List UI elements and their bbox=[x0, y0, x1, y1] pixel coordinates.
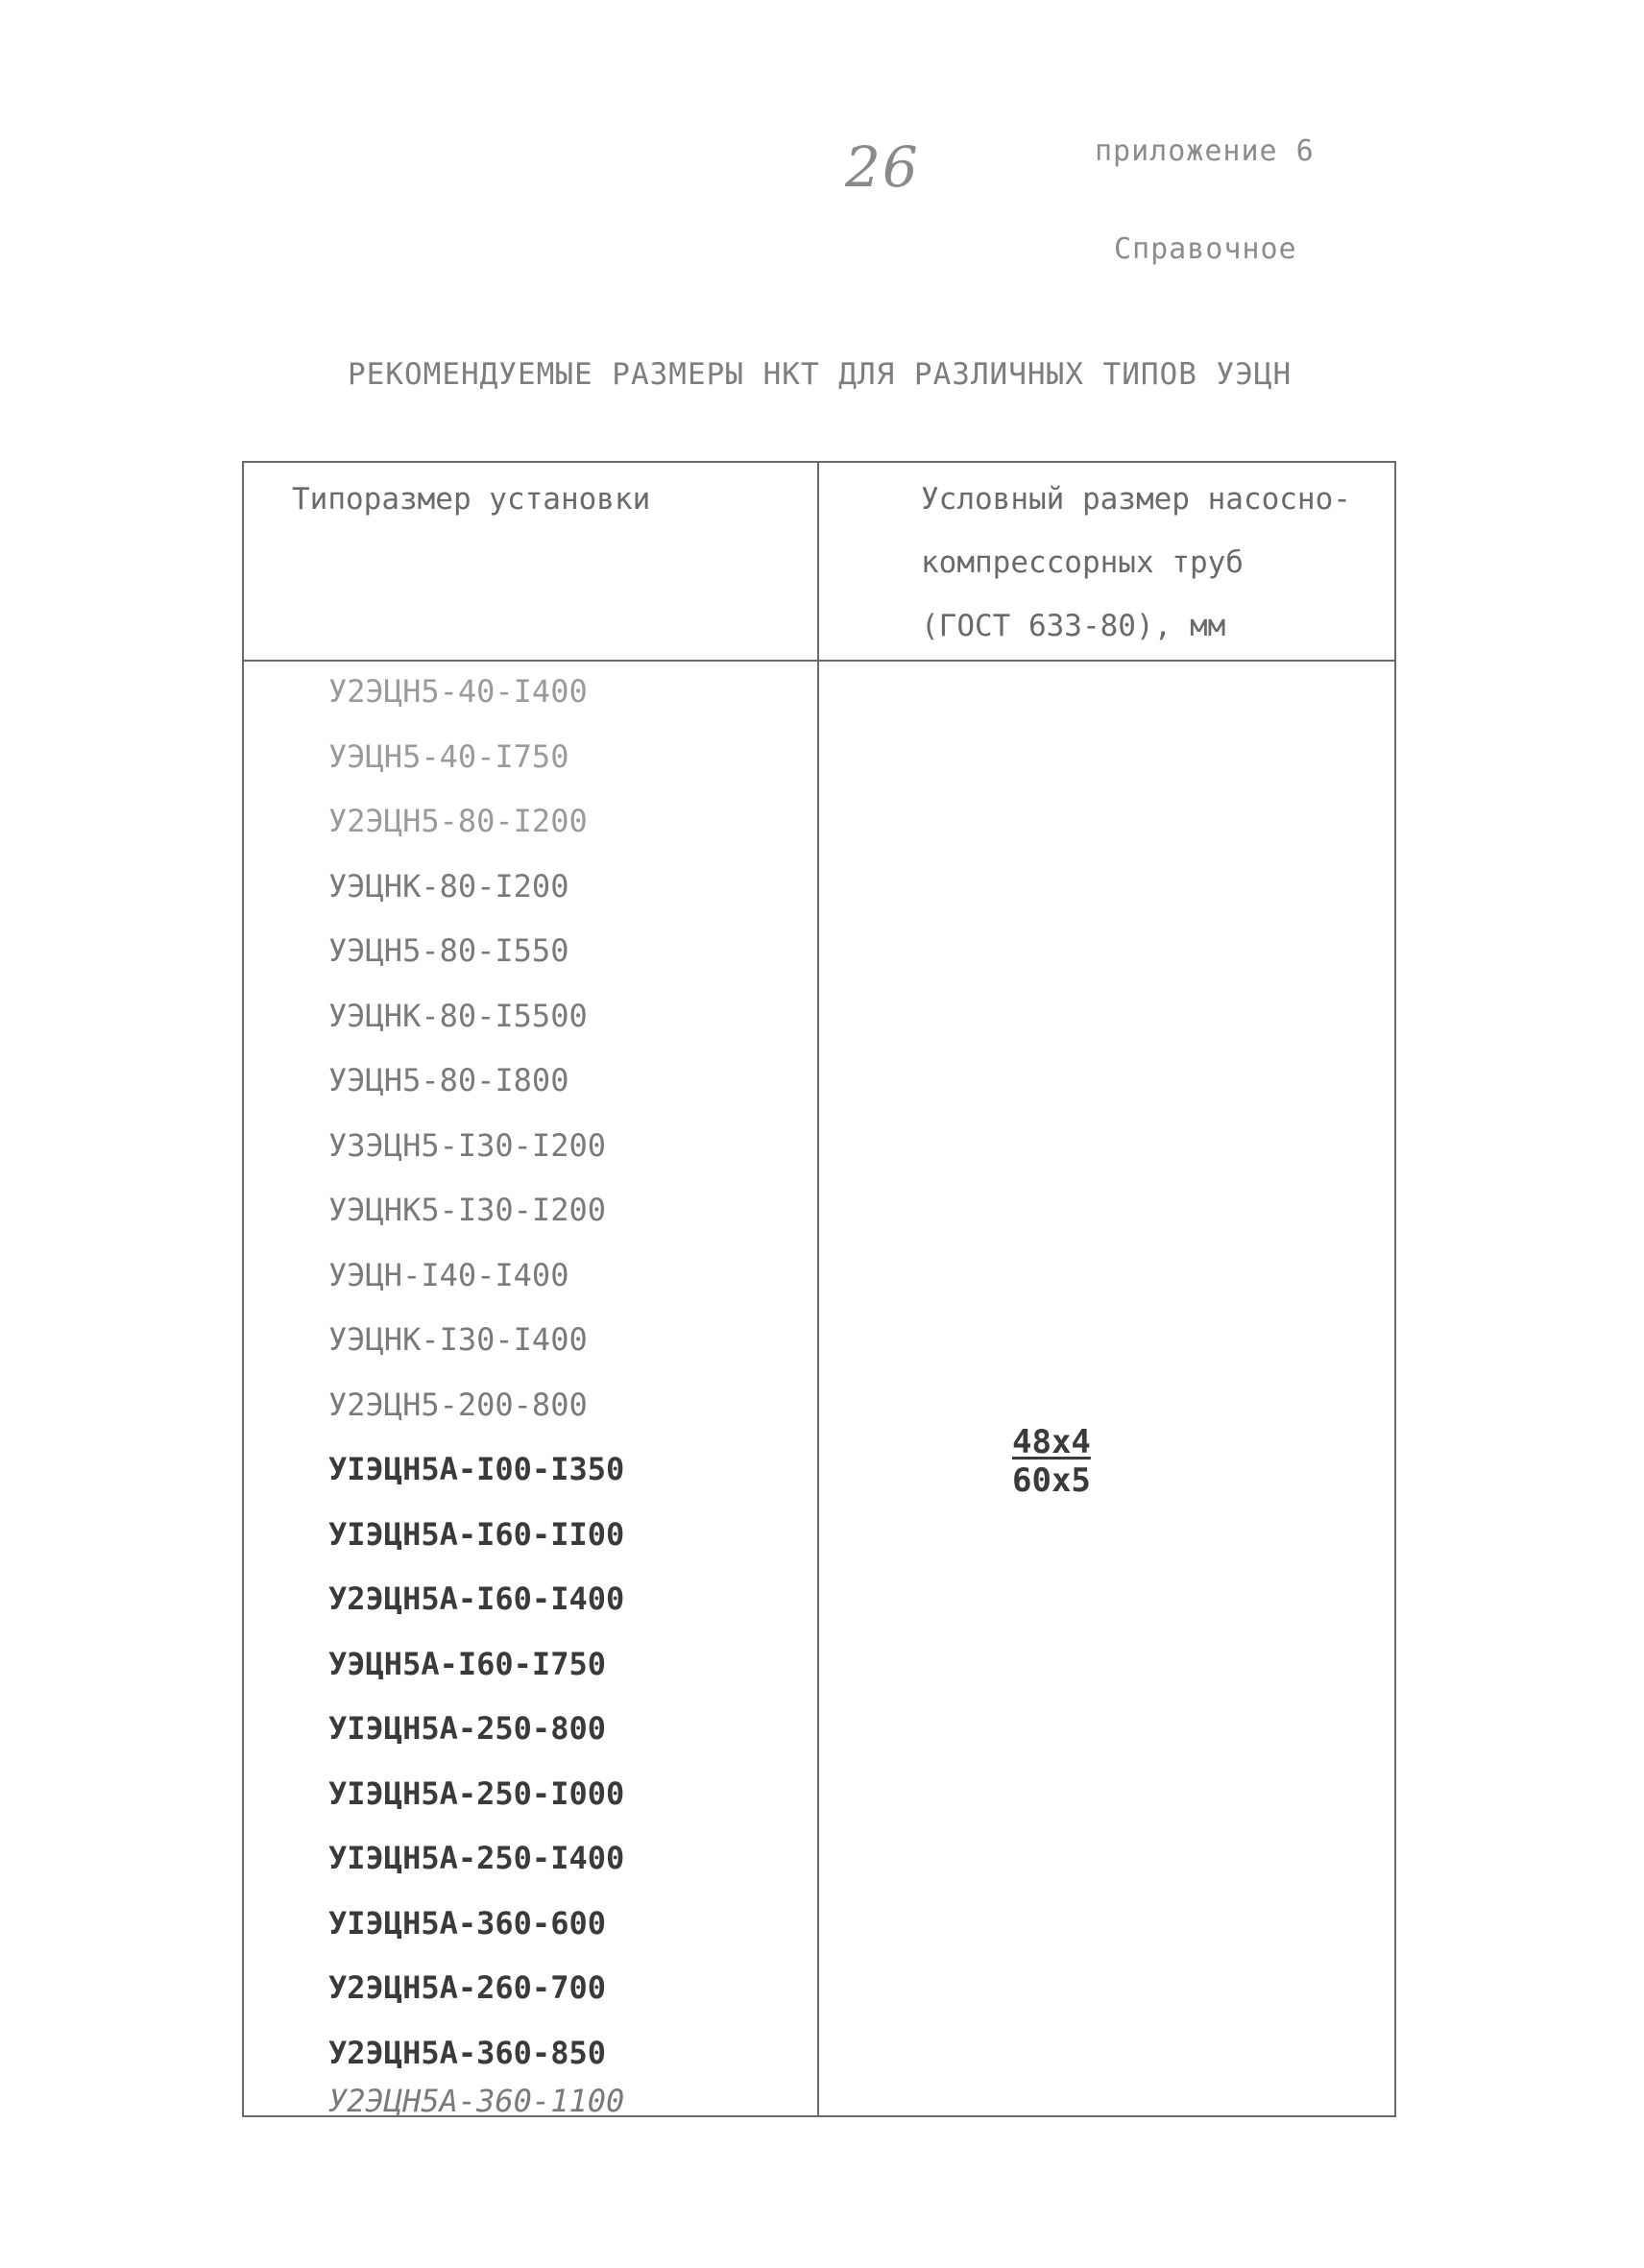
table-row: УЭЦН5А-I60-I750 bbox=[328, 1645, 606, 1682]
table-row: УIЭЦН5А-I00-I350 bbox=[328, 1451, 625, 1487]
table-row: УIЭЦН5А-I60-II00 bbox=[328, 1515, 625, 1553]
unit-size-list bbox=[328, 667, 809, 2125]
appendix-label: приложение 6 bbox=[1095, 134, 1315, 168]
table-row: УIЭЦН5А-250-I000 bbox=[328, 1774, 625, 1812]
reference-label: Справочное bbox=[1114, 232, 1297, 266]
table-row: УЭЦН5-40-I750 bbox=[328, 737, 569, 775]
column-divider bbox=[817, 463, 819, 2115]
table-row: УЭЦНК5-I30-I200 bbox=[328, 1192, 606, 1228]
table-row: УЭЦНК-80-I200 bbox=[328, 867, 569, 905]
table-row: У3ЭЦН5-I30-I200 bbox=[328, 1126, 606, 1164]
table-row: УЭЦН-I40-I400 bbox=[328, 1256, 569, 1293]
table-row: УIЭЦН5А-250-I400 bbox=[328, 1840, 625, 1876]
table-row: У2ЭЦН5А-360-1100 bbox=[328, 2082, 625, 2119]
tubing-size-value: 60x5 bbox=[1012, 1461, 1091, 1500]
table-row: УIЭЦН5А-250-800 bbox=[328, 1710, 606, 1747]
column-header-line: (ГОСТ 633-80), мм bbox=[921, 609, 1226, 643]
tubing-size-value: 48x4 bbox=[1012, 1423, 1091, 1461]
table-row: УЭЦНК-80-I5500 bbox=[328, 997, 588, 1034]
table-row: У2ЭЦН5А-I60-I400 bbox=[328, 1580, 625, 1617]
table-row: У2ЭЦН5А-360-850 bbox=[328, 2034, 606, 2071]
column-header-tubing-size bbox=[921, 482, 1401, 672]
table-row: У2ЭЦН5-80-I200 bbox=[328, 803, 588, 839]
page-number: 26 bbox=[845, 134, 920, 200]
table-row: УIЭЦН5А-360-600 bbox=[328, 1904, 606, 1942]
table-row: УЭЦН5-80-I800 bbox=[328, 1062, 569, 1098]
column-header-line: компрессорных труб bbox=[921, 545, 1244, 580]
column-header-line: Условный размер насосно- bbox=[921, 482, 1351, 517]
column-header-unit-size: Типоразмер установки bbox=[292, 482, 651, 517]
tubing-size-table bbox=[242, 461, 1396, 2117]
table-row: У2ЭЦН5-40-I400 bbox=[328, 673, 588, 710]
table-row: УЭЦНК-I30-I400 bbox=[328, 1321, 588, 1358]
table-row: У2ЭЦН5А-260-700 bbox=[328, 1969, 606, 2006]
table-row: УЭЦН5-80-I550 bbox=[328, 932, 569, 969]
tubing-size-values bbox=[1012, 1423, 1091, 1500]
table-row: У2ЭЦН5-200-800 bbox=[328, 1386, 588, 1423]
document-title: РЕКОМЕНДУЕМЫЕ РАЗМЕРЫ НКТ ДЛЯ РАЗЛИЧНЫХ ТИПОВ УЭЦН bbox=[348, 357, 1293, 392]
